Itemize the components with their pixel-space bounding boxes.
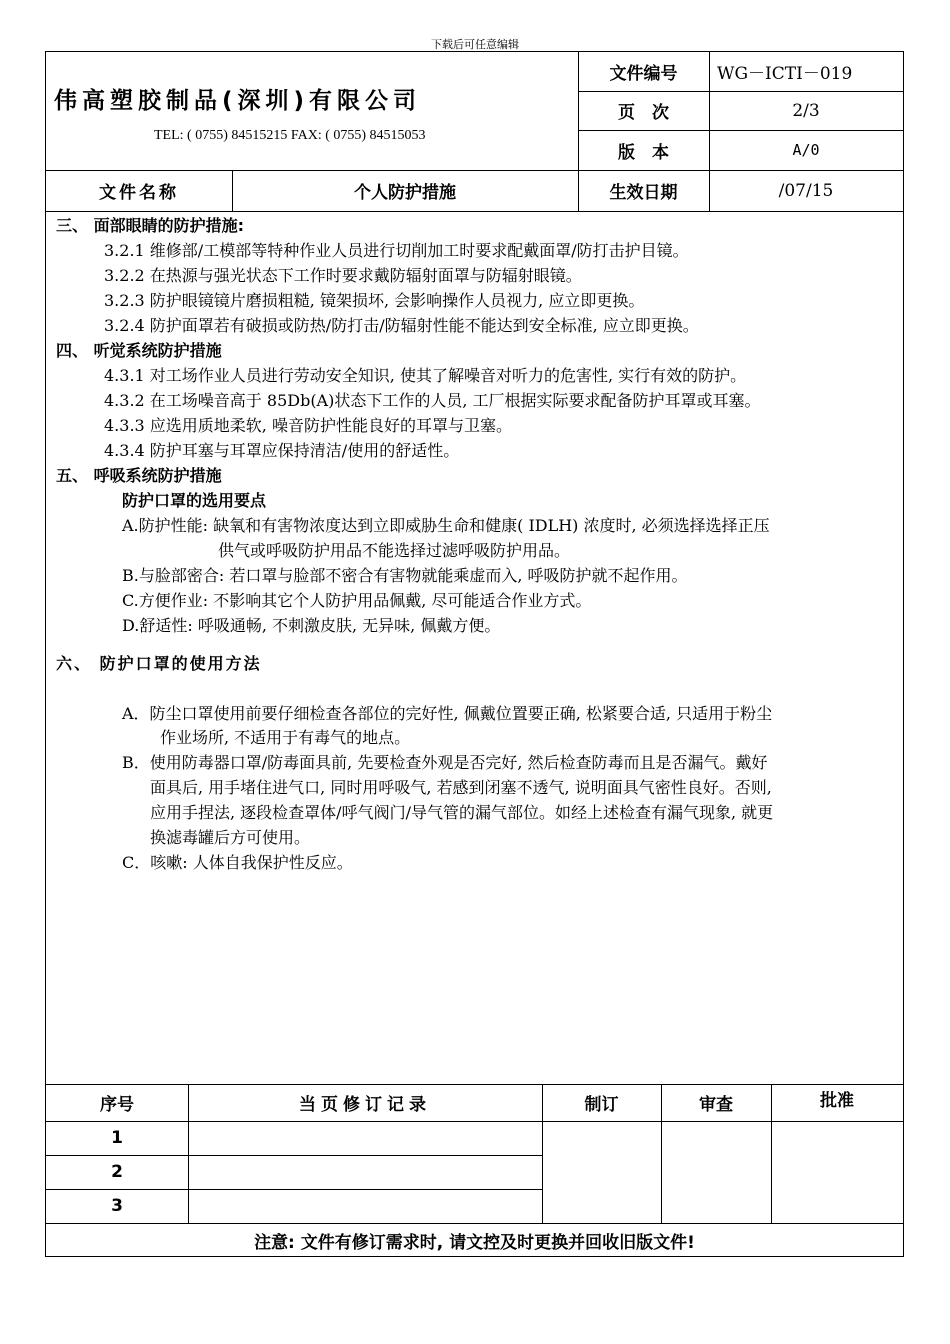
section-3-item: 3.2.4 防护面罩若有破损或防热/防打击/防辐射性能不能达到安全标准, 应立即更换。	[104, 316, 699, 335]
version-value: A/0	[792, 141, 820, 159]
section-5-item: B.与脸部密合: 若口罩与脸部不密合有害物就能乘虚而入, 呼吸防护就不起作用。	[122, 566, 688, 585]
section-6-item-cont: 作业场所, 不适用于有毒气的地点。	[160, 728, 411, 747]
section-3-title: 三、 面部眼睛的防护措施:	[56, 216, 244, 235]
section-4-item: 4.3.4 防护耳塞与耳罩应保持清洁/使用的舒适性。	[104, 441, 460, 460]
effective-date-value: /07/15	[778, 180, 834, 201]
section-6-title: 六、 防护口罩的使用方法	[56, 654, 262, 673]
document-frame	[45, 51, 904, 1257]
revision-col-approve: 批准	[820, 1090, 854, 1111]
doc-name-value: 个人防护措施	[354, 183, 456, 203]
doc-no-value: WG－ICTI－019	[717, 64, 853, 84]
section-4-item: 4.3.1 对工场作业人员进行劳动安全知识, 使其了解噪音对听力的危害性, 实行有效的防护。	[104, 366, 747, 385]
doc-no-label: 文件编号	[609, 64, 678, 84]
revision-row-no: 3	[111, 1196, 123, 1216]
section-4-item: 4.3.2 在工场噪音高于 85Db(A)状态下工作的人员, 工厂根据实际要求配备防护耳罩或耳塞。	[104, 391, 761, 410]
section-3-item: 3.2.2 在热源与强光状态下工作时要求戴防辐射面罩与防辐射眼镜。	[104, 266, 582, 285]
version-label: 版 本	[618, 142, 669, 163]
section-6-item: C．咳嗽: 人体自我保护性反应。	[122, 853, 353, 872]
section-5-title: 五、 呼吸系统防护措施	[56, 466, 222, 485]
doc-name-label: 文件名称	[99, 183, 179, 203]
section-5-item: D.舒适性: 呼吸通畅, 不刺激皮肤, 无异味, 佩戴方便。	[122, 616, 501, 635]
revision-col-review: 审查	[699, 1095, 733, 1115]
section-6-item-cont: 面具后, 用手堵住进气口, 同时用呼吸气, 若感到闭塞不透气, 说明面具气密性良好。否则,	[150, 778, 772, 797]
section-5-item: A.防护性能: 缺氧和有害物浓度达到立即威胁生命和健康( IDLH) 浓度时, 必须选择选择正压	[122, 516, 770, 535]
page-label: 页 次	[618, 103, 669, 123]
section-5-subtitle: 防护口罩的选用要点	[122, 491, 267, 510]
section-6-item-cont: 应用手捏法, 逐段检查罩体/呼气阀门/导气管的漏气部位。如经上述检查有漏气现象, 就更	[150, 803, 774, 822]
revision-note: 注意: 文件有修订需求时, 请文控及时更换并回收旧版文件!	[254, 1232, 695, 1253]
company-name: 伟高塑胶制品(深圳)有限公司	[54, 88, 422, 114]
section-5-item-cont: 供气或呼吸防护用品不能选择过滤呼吸防护用品。	[218, 541, 571, 560]
company-contact: TEL: ( 0755) 84515215 FAX: ( 0755) 84515053	[154, 128, 426, 143]
revision-row-no: 1	[111, 1128, 123, 1148]
section-6-item: A．防尘口罩使用前要仔细检查各部位的完好性, 佩戴位置要正确, 松紧要合适, 只适用于粉尘	[122, 704, 773, 723]
section-5-item: C.方便作业: 不影响其它个人防护用品佩戴, 尽可能适合作业方式。	[122, 591, 592, 610]
section-4-title: 四、 听觉系统防护措施	[56, 341, 222, 360]
section-6-item-cont: 换滤毒罐后方可使用。	[150, 828, 311, 847]
page-value: 2/3	[792, 100, 820, 121]
revision-col-no: 序号	[100, 1095, 134, 1115]
top-note: 下载后可任意编辑	[431, 38, 519, 51]
revision-row-no: 2	[111, 1162, 123, 1182]
section-4-item: 4.3.3 应选用质地柔软, 噪音防护性能良好的耳罩与卫塞。	[104, 416, 512, 435]
effective-date-label: 生效日期	[609, 183, 678, 203]
revision-col-record: 当页修订记录	[299, 1095, 431, 1115]
section-3-item: 3.2.3 防护眼镜镜片磨损粗糙, 镜架损坏, 会影响操作人员视力, 应立即更换。	[104, 291, 645, 310]
section-3-item: 3.2.1 维修部/工模部等特种作业人员进行切削加工时要求配戴面罩/防打击护目镜。	[104, 241, 689, 260]
section-6-item: B．使用防毒器口罩/防毒面具前, 先要检查外观是否完好, 然后检查防毒而且是否漏气。戴好	[122, 753, 768, 772]
revision-col-made: 制订	[584, 1095, 619, 1115]
